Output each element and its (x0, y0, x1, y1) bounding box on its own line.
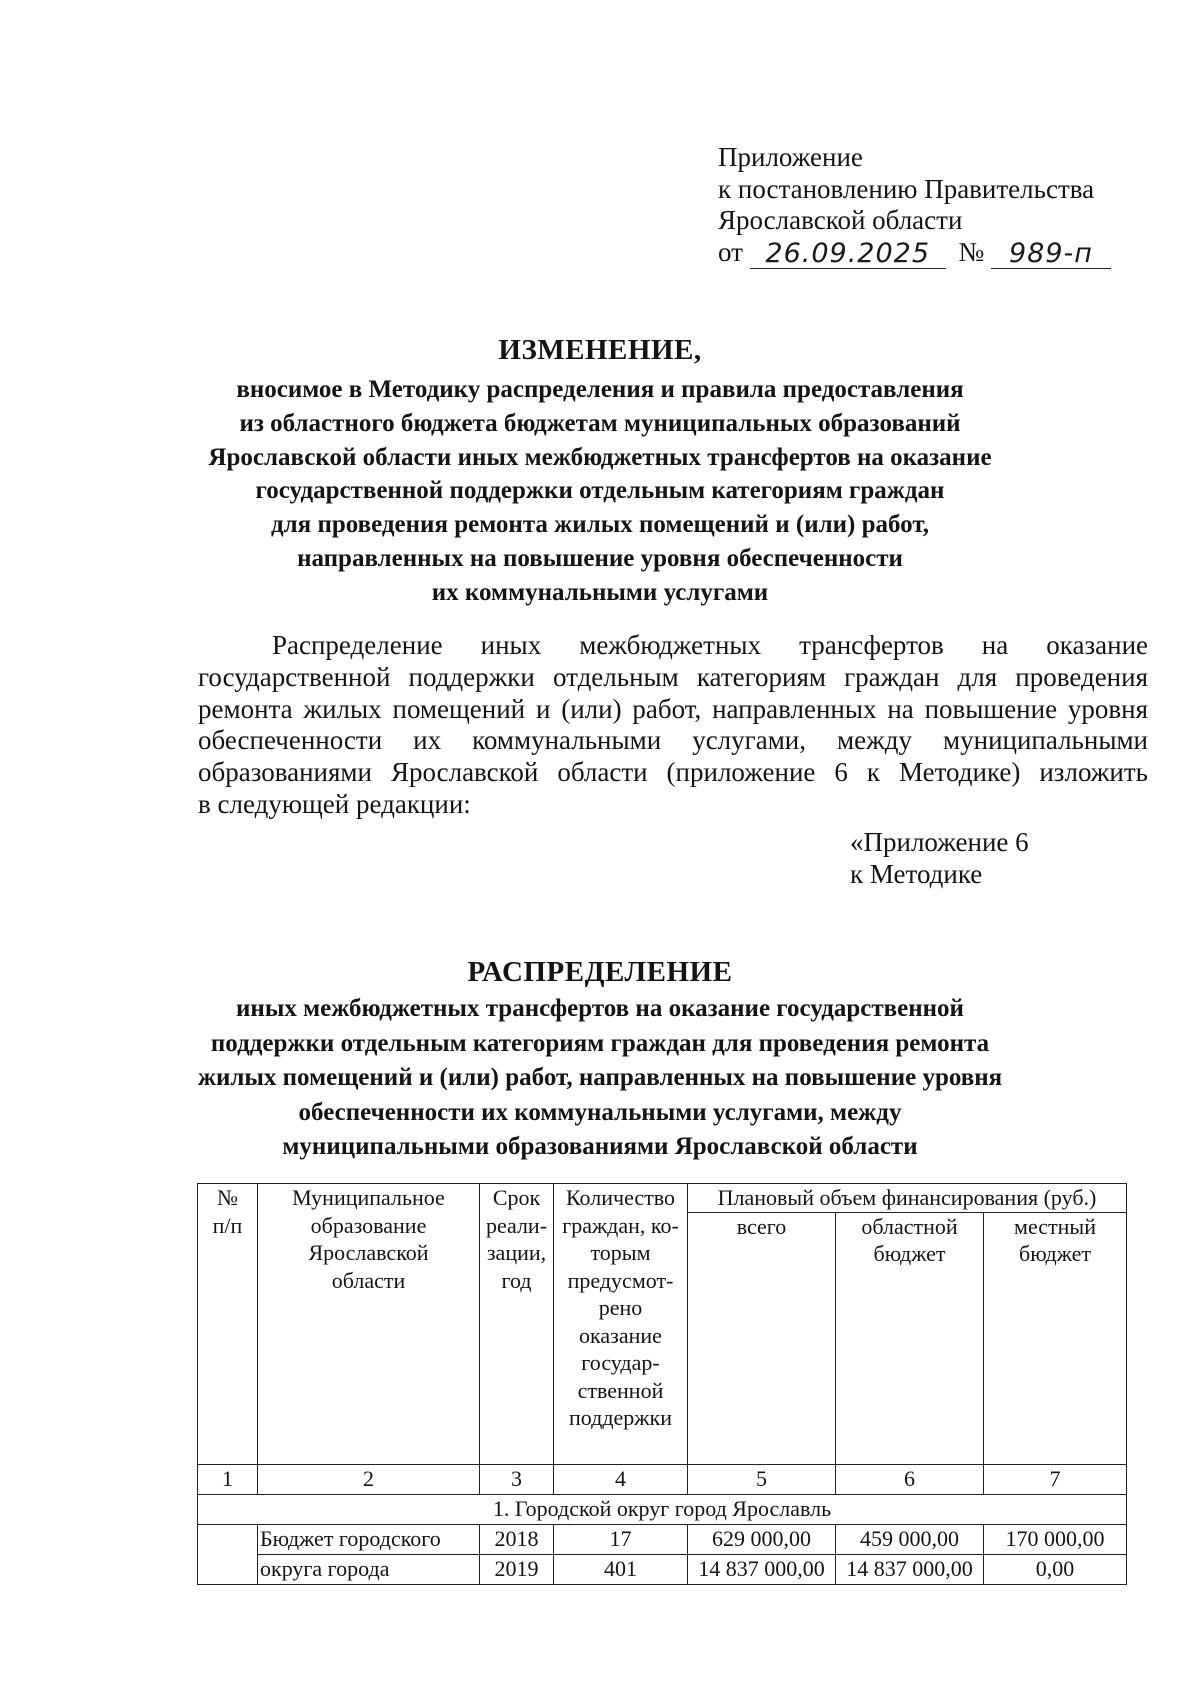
paragraph-line: в следующей редакции: (198, 788, 471, 819)
column-number: 3 (480, 1464, 554, 1494)
header-municipality-line: Муниципальное (292, 1185, 445, 1210)
distribution-heading: РАСПРЕДЕЛЕНИЕ (467, 956, 733, 988)
approval-block (718, 142, 1111, 269)
count-cell: 401 (554, 1554, 688, 1584)
year-cell: 2019 (480, 1554, 554, 1584)
column-number: 1 (198, 1464, 258, 1494)
header-num-line: № (217, 1185, 238, 1210)
count-cell: 17 (554, 1524, 688, 1554)
header-period-line: год (501, 1267, 532, 1293)
header-grantees (554, 1184, 688, 1465)
distribution-subtitle-line: жилых помещений и (или) работ, направленных на повышение уровня (197, 1064, 1003, 1092)
header-period-line: Срок (492, 1185, 541, 1210)
header-regional (836, 1212, 984, 1464)
approval-date-number-line (718, 237, 1111, 269)
header-grantees-line: граждан, ко- (562, 1212, 679, 1238)
total-cell: 14 837 000,00 (688, 1554, 836, 1584)
paragraph-line: Распределение иных межбюджетных трансфертов на оказание (272, 630, 1148, 660)
distribution-subtitle-line: муниципальными образованиями Ярославской области (282, 1133, 918, 1161)
column-number: 6 (836, 1464, 984, 1494)
change-subtitle-line: вносимое в Методику распределения и правила предоставления (236, 376, 964, 403)
header-regional-line: областной (861, 1213, 958, 1239)
header-local-line: местный (1014, 1213, 1096, 1239)
header-total: всего (688, 1212, 836, 1464)
change-subtitle-line: для проведения ремонта жилых помещений и (или) работ, (271, 511, 929, 539)
table-row (198, 1524, 1127, 1554)
header-grantees-line: торым (590, 1240, 651, 1265)
distribution-subtitle-line: иных межбюджетных трансфертов на оказание государственной (236, 995, 964, 1022)
header-local-line: бюджет (1019, 1241, 1092, 1266)
header-num (198, 1184, 258, 1465)
date-field (750, 237, 946, 269)
header-grantees-line: поддержки (569, 1405, 672, 1430)
distribution-subtitle-line: обеспеченности их коммунальными услугами, между (298, 1098, 902, 1126)
number-sign: № (958, 236, 985, 267)
header-period (480, 1184, 554, 1465)
municipality-cell: округа города (258, 1554, 480, 1584)
header-grantees-line: оказание (579, 1322, 662, 1348)
header-funding-group: Плановый объем финансирования (руб.) (688, 1184, 1127, 1213)
change-subtitle-line: Ярославской области иных межбюджетных трансфертов на оказание (208, 443, 992, 471)
body-paragraph (198, 630, 1148, 821)
paragraph-line: государственной поддержки отдельным категориям граждан для проведения (198, 661, 1148, 692)
column-number: 7 (984, 1464, 1127, 1494)
header-grantees-line: государ- (581, 1350, 660, 1375)
header-municipality-line: Ярославской (308, 1240, 429, 1265)
column-number-row (198, 1464, 1127, 1494)
paragraph-line: обеспеченности их коммунальными услугами, между муниципальными (198, 725, 1148, 756)
row-number-cell (198, 1524, 258, 1584)
paragraph-line: образованиями Ярославской области (приложение 6 к Методике) изложить (198, 757, 1148, 788)
distribution-subtitle (0, 992, 1200, 1165)
total-cell: 629 000,00 (688, 1524, 836, 1554)
header-regional-line: бюджет (873, 1241, 946, 1266)
distribution-table (197, 1183, 1127, 1585)
handwritten-number: 989-п (1009, 237, 1093, 269)
header-period-line: зации, (486, 1240, 547, 1265)
change-heading: ИЗМЕНЕНИЕ, (498, 334, 702, 366)
header-grantees-line: Количество (565, 1185, 676, 1210)
column-number: 5 (688, 1464, 836, 1494)
header-period-line: реали- (485, 1212, 548, 1238)
section-title: 1. Городской округ город Ярославль (198, 1494, 1127, 1524)
regional-cell: 14 837 000,00 (836, 1554, 984, 1584)
local-cell: 170 000,00 (984, 1524, 1127, 1554)
local-cell: 0,00 (984, 1554, 1127, 1584)
header-num-line: п/п (212, 1212, 243, 1238)
change-subtitle-line: государственной поддержки отдельным категориям граждан (255, 477, 945, 505)
change-subtitle-line: их коммунальными услугами (431, 578, 769, 606)
approval-line-1: Приложение (718, 142, 863, 172)
header-municipality (258, 1184, 480, 1465)
appendix-note-line-1: «Приложение 6 (850, 827, 1029, 857)
column-number: 4 (554, 1464, 688, 1494)
regional-cell: 459 000,00 (836, 1524, 984, 1554)
appendix-note (850, 827, 1029, 891)
header-municipality-line: образование (310, 1212, 427, 1238)
table-row (198, 1554, 1127, 1584)
handwritten-date: 26.09.2025 (765, 237, 930, 269)
change-subtitle (0, 373, 1200, 610)
column-number: 2 (258, 1464, 480, 1494)
header-local (984, 1212, 1127, 1464)
section-row (198, 1494, 1127, 1524)
header-grantees-line: предусмот- (567, 1267, 674, 1293)
approval-line-2: к постановлению Правительства (718, 173, 1095, 204)
paragraph-line: ремонта жилых помещений и (или) работ, направленных на повышение уровня (198, 693, 1148, 724)
table-header-row (198, 1184, 1127, 1213)
approval-line-3: Ярославской области (718, 205, 963, 235)
date-prefix: от (718, 236, 743, 267)
year-cell: 2018 (480, 1524, 554, 1554)
appendix-note-line-2: к Методике (850, 858, 983, 889)
municipality-cell: Бюджет городского (258, 1524, 480, 1554)
header-grantees-line: ственной (577, 1377, 664, 1403)
header-grantees-line: рено (598, 1295, 643, 1320)
change-subtitle-line: из областного бюджета бюджетам муниципальных образований (239, 409, 961, 437)
distribution-subtitle-line: поддержки отдельным категориям граждан для проведения ремонта (210, 1029, 990, 1057)
change-subtitle-line: направленных на повышение уровня обеспеченности (297, 544, 903, 572)
number-field (991, 237, 1111, 269)
header-municipality-line: области (331, 1267, 406, 1293)
